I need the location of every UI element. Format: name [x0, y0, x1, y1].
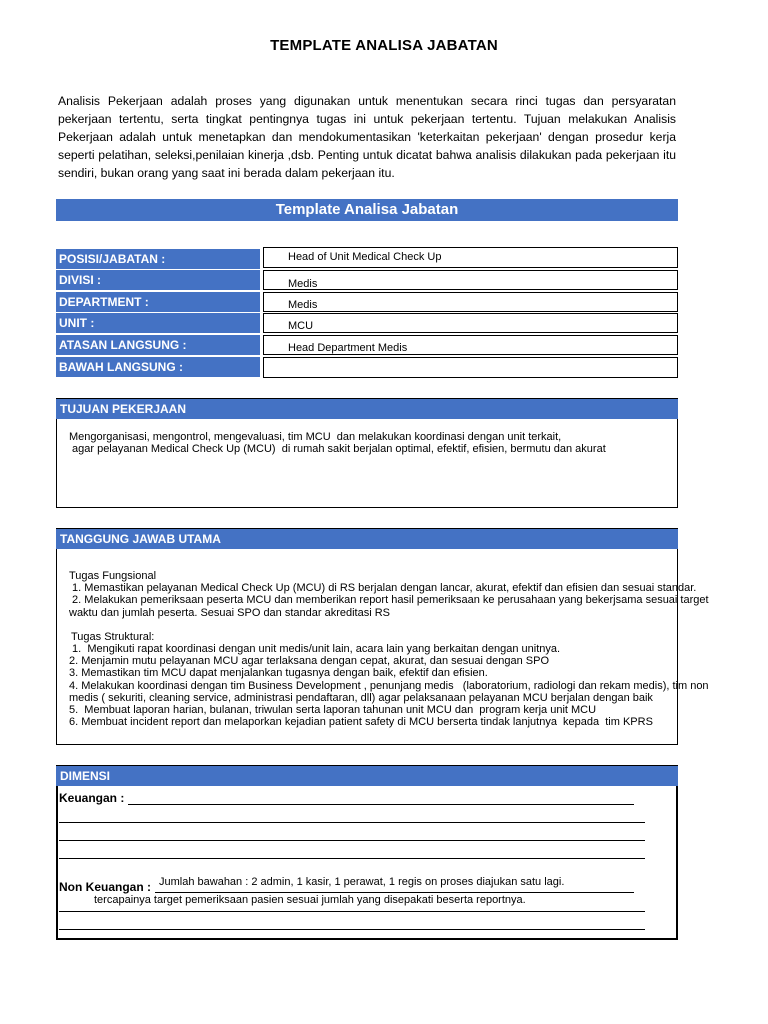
label-atasan: ATASAN LANGSUNG :: [56, 335, 260, 355]
tujuan-text: [69, 431, 669, 455]
keuangan-line[interactable]: [59, 840, 645, 841]
struktural-item: 4. Melakukan koordinasi dengan tim Business Development , penunjang medis (laboratorium, radiologi dan rekam medis), tim non: [69, 679, 709, 692]
dimensi-section: [56, 765, 678, 940]
label-posisi: POSISI/JABATAN :: [56, 249, 260, 269]
non-keuangan-label: Non Keuangan :: [59, 880, 151, 894]
keuangan-label: Keuangan :: [59, 791, 125, 805]
tujuan-line-1: Mengorganisasi, mengontrol, mengevaluasi, tim MCU dan melakukan koordinasi dengan unit terkait,: [69, 431, 562, 443]
label-department: DEPARTMENT :: [56, 292, 260, 312]
value-posisi[interactable]: Head of Unit Medical Check Up: [263, 247, 678, 268]
keuangan-line[interactable]: [59, 858, 645, 859]
struktural-item: medis ( sekuriti, cleaning service, administrasi pendaftaran, dll) agar pelaksanaan pelayanan MCU berjalan dengan baik: [69, 691, 653, 704]
non-keuangan-value-2: tercapainya target pemeriksaan pasien sesuai jumlah yang disepakati beserta reportnya.: [94, 894, 526, 906]
keuangan-line[interactable]: [59, 822, 645, 823]
fungsional-item: waktu dan jumlah peserta. Sesuai SPO dan standar akreditasi RS: [69, 606, 391, 619]
value-bawahan[interactable]: [263, 357, 678, 378]
non-keuangan-line[interactable]: [59, 911, 645, 912]
label-divisi: DIVISI :: [56, 270, 260, 290]
value-atasan[interactable]: Head Department Medis: [263, 335, 678, 355]
label-bawahan: BAWAH LANGSUNG :: [56, 357, 260, 377]
struktural-item: 2. Menjamin mutu pelayanan MCU agar terlaksana dengan cepat, akurat, dan sesuai dengan SPO: [69, 655, 550, 668]
intro-paragraph: Analisis Pekerjaan adalah proses yang digunakan untuk menentukan secara rinci tugas dan persyaratan pekerjaan tertentu, serta tingkat pentingnya tugas ini untuk pekerjaan tertentu. Tujuan melakukan Analisis Pekerjaan adalah untuk menetapkan dan mendokumentasikan 'keterkaitan pekerjaan' dengan prosedur kerja seperti pelatihan, seleksi,penilaian kinerja ,dsb. Penting untuk dicatat bahwa analisis dilakukan pada pekerjaan itu sendiri, bukan orang yang saat ini berada dalam pekerjaan itu.: [58, 94, 676, 180]
struktural-item: 3. Memastikan tim MCU dapat menjalankan tugasnya dengan baik, efektif dan efisien.: [69, 667, 488, 680]
value-unit[interactable]: MCU: [263, 313, 678, 333]
struktural-item: 5. Membuat laporan harian, bulanan, triwulan serta laporan tahunan unit MCU dan program kerja unit MCU: [69, 704, 597, 717]
keuangan-line[interactable]: [128, 804, 634, 805]
dimensi-heading: DIMENSI: [56, 766, 678, 786]
tanggung-jawab-heading: TANGGUNG JAWAB UTAMA: [56, 529, 678, 549]
fungsional-item: 2. Melakukan pemeriksaan peserta MCU dan memberikan report hasil pemeriksaan ke perusahaan yang bekerjsama sesuai target: [69, 594, 709, 607]
label-unit: UNIT :: [56, 313, 260, 333]
non-keuangan-line[interactable]: [155, 892, 634, 893]
fungsional-title: Tugas Fungsional: [69, 570, 157, 582]
value-department[interactable]: Medis: [263, 292, 678, 312]
tanggung-jawab-text: [69, 570, 759, 728]
document-title: TEMPLATE ANALISA JABATAN: [270, 37, 498, 54]
tujuan-heading: TUJUAN PEKERJAAN: [56, 399, 678, 419]
struktural-item: 1. Mengikuti rapat koordinasi dengan unit medis/unit lain, acara lain yang berkaitan dengan unitnya.: [69, 643, 561, 656]
struktural-title: Tugas Struktural:: [71, 630, 155, 643]
non-keuangan-value-1: Jumlah bawahan : 2 admin, 1 kasir, 1 perawat, 1 regis on proses diajukan satu lagi.: [159, 876, 565, 888]
tujuan-line-2: agar pelayanan Medical Check Up (MCU) di rumah sakit berjalan optimal, efektif, efisien, bermutu dan akurat: [72, 443, 606, 456]
fungsional-item: 1. Memastikan pelayanan Medical Check Up (MCU) di RS berjalan dengan lancar, akurat, efektif dan efisien dan sesuai standar.: [69, 582, 697, 595]
value-divisi[interactable]: Medis: [263, 270, 678, 290]
struktural-item: 6. Membuat incident report dan melaporkan kejadian patient safety di MCU berserta tindak lanjutnya kepada tim KPRS: [69, 716, 653, 729]
non-keuangan-line[interactable]: [59, 929, 645, 930]
template-band: Template Analisa Jabatan: [56, 199, 678, 221]
